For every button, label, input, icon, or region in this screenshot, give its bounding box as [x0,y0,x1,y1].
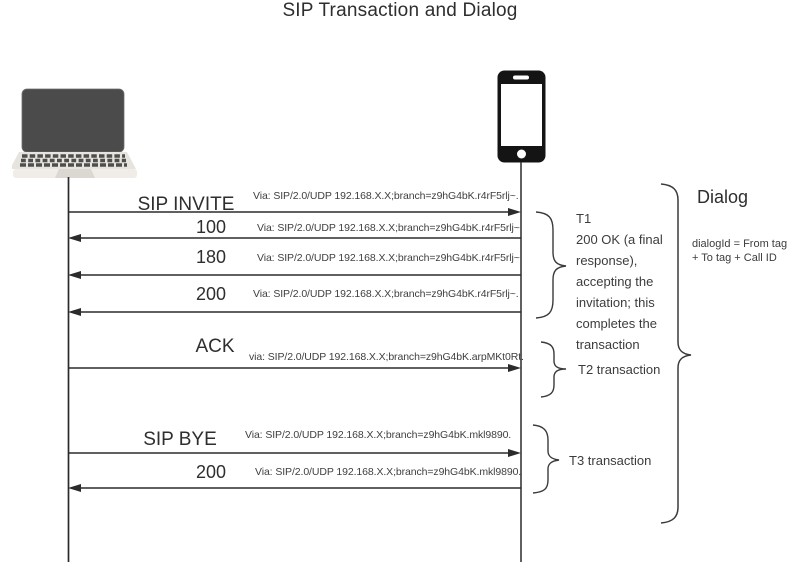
t1-brace [536,212,566,318]
t3-brace [533,425,559,493]
diagram-title: SIP Transaction and Dialog [282,0,518,21]
message-via-ack: via: SIP/2.0/UDP 192.168.X.X;branch=z9hG4bK.arpMKt0Rt. [249,351,524,363]
t2-annotation: T2 transaction [578,362,661,377]
arrow-200-invite [68,308,521,316]
arrow-180 [68,271,521,279]
dialog-id-line: + To tag + Call ID [692,251,777,264]
message-via-sip-bye: Via: SIP/2.0/UDP 192.168.X.X;branch=z9hG4bK.mkl9890. [245,429,512,441]
message-label-sip-invite: SIP INVITE [137,194,235,215]
message-label-200-invite: 200 [195,284,227,304]
message-label-100: 100 [195,217,227,237]
message-via-200-bye: Via: SIP/2.0/UDP 192.168.X.X;branch=z9hG4bK.mkl9890. [255,466,522,478]
arrow-200-bye [68,484,521,492]
message-via-100: Via: SIP/2.0/UDP 192.168.X.X;branch=z9hG4bK.r4rF5rlj~. [257,222,523,234]
arrow-ack [68,364,521,372]
t1-line: transaction [576,337,640,352]
t1-line: 200 OK (a final [576,232,663,247]
message-via-200-invite: Via: SIP/2.0/UDP 192.168.X.X;branch=z9hG4bK.r4rF5rlj~. [253,288,519,300]
message-via-180: Via: SIP/2.0/UDP 192.168.X.X;branch=z9hG4bK.r4rF5rlj~. [257,252,523,264]
dialog-title: Dialog [697,187,749,207]
t1-line: invitation; this [576,295,655,310]
t1-annotation [576,208,663,355]
message-label-200-bye: 200 [195,462,227,482]
t1-label: T1 [576,211,592,226]
message-via-sip-invite: Via: SIP/2.0/UDP 192.168.X.X;branch=z9hG4bK.r4rF5rlj~. [253,190,519,202]
arrow-100 [68,234,521,242]
dialog-brace [661,184,691,523]
t1-line: response), [576,253,638,268]
t2-brace [541,342,566,397]
t1-line: completes the [576,316,657,331]
message-label-sip-bye: SIP BYE [143,429,217,450]
t1-line: accepting the [576,274,654,289]
message-label-ack: ACK [195,336,235,357]
dialog-id-note [692,238,787,265]
t3-annotation: T3 transaction [569,453,652,468]
dialog-id-line: dialogId = From tag [692,238,788,250]
message-label-180: 180 [195,247,227,267]
